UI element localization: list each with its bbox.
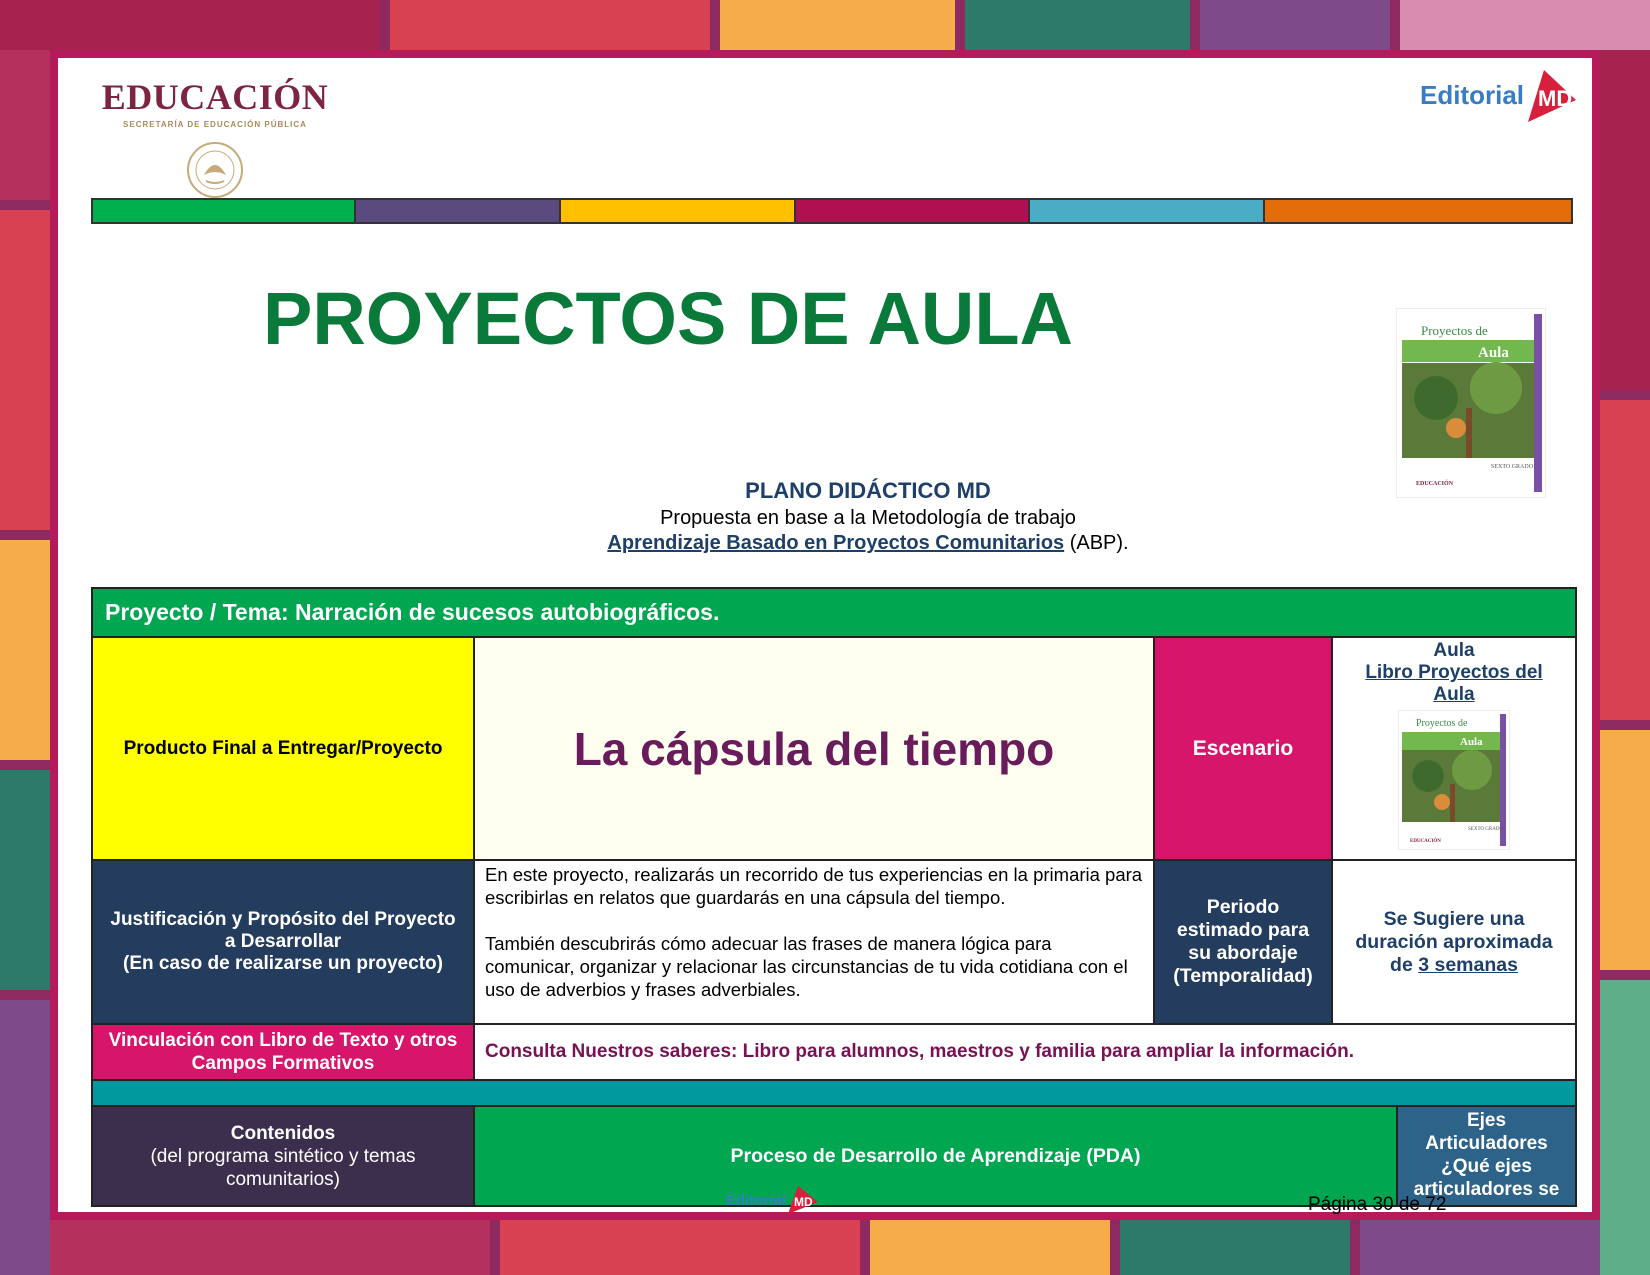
svg-text:Aula: Aula (1460, 736, 1483, 748)
scenario-cell (1332, 637, 1576, 860)
sep-logo (100, 76, 330, 199)
separator-row (92, 1080, 1576, 1106)
methodology-link[interactable]: Aprendizaje Basado en Proyectos Comunitarios (607, 532, 1065, 554)
scenario-value: Aula (1433, 640, 1475, 661)
svg-text:MD: MD (1538, 86, 1573, 111)
scenario-label: Escenario (1154, 637, 1332, 860)
period-label: Periodo estimado para su abordaje (Temporalidad) (1154, 860, 1332, 1024)
justification-label-main: Justificación y Propósito del Proyecto a Desarrollar (110, 909, 456, 952)
svg-text:SEXTO GRADO: SEXTO GRADO (1491, 464, 1534, 470)
table-row (92, 1106, 1576, 1206)
editorial-md-logo (1420, 66, 1580, 124)
color-strip-yellow (561, 200, 796, 222)
contents-header (92, 1106, 474, 1206)
sep-logo-word: EDUCACIÓN (101, 77, 329, 117)
book-cover-thumbnail (1398, 710, 1510, 850)
contents-label: Contenidos (230, 1122, 336, 1144)
table-row (92, 637, 1576, 860)
product-label: Producto Final a Entregar/Proyecto (92, 637, 474, 860)
table-row (92, 1024, 1576, 1080)
textbook-link-label: Vinculación con Libro de Texto y otros Campos Formativos (92, 1024, 474, 1080)
duration-value (1332, 860, 1576, 1024)
justification-label (92, 860, 474, 1024)
axes-header: Ejes Articuladores ¿Qué ejes articuladores se (1397, 1106, 1576, 1206)
color-strip-orange (1265, 200, 1571, 222)
plano-subtitle: Propuesta en base a la Metodología de trabajo (660, 507, 1076, 529)
page-content (58, 58, 1592, 1215)
justification-paragraph-1: En este proyecto, realizarás un recorrido de tus experiencias en la primaria para escribirlas en relatos que guardarás en una cápsula del tiempo. (485, 864, 1143, 908)
document-page (50, 50, 1600, 1220)
justification-paragraph-2: También descubrirás cómo adecuar las frases de manera lógica para comunicar, organizar y relacionar las circunstancias de tu vida cotidiana con el uso de adverbios y frases adverbiales. (485, 933, 1128, 1000)
plano-title: PLANO DIDÁCTICO MD (745, 478, 991, 503)
national-seal-icon (186, 141, 244, 199)
brand-word: Editorial (1419, 79, 1524, 110)
table-row (92, 588, 1576, 637)
md-brand-icon (786, 1184, 820, 1216)
scenario-book-link[interactable]: Libro Proyectos del Aula (1365, 662, 1543, 705)
md-brand-icon (1524, 66, 1580, 124)
textbook-link-text: Consulta Nuestros saberes: Libro para alumnos, maestros y familia para ampliar la información. (474, 1024, 1576, 1080)
justification-text (474, 860, 1154, 1024)
page-title: PROYECTOS DE AULA (263, 277, 1073, 360)
color-strip-green (93, 200, 356, 222)
product-value: La cápsula del tiempo (474, 637, 1154, 860)
footer-brand-word: Editorial (726, 1191, 787, 1209)
justification-label-note: (En caso de realizarse un proyecto) (123, 953, 443, 974)
color-strip-blue (1030, 200, 1265, 222)
svg-text:Proyectos de: Proyectos de (1421, 323, 1488, 338)
svg-text:EDUCACIÓN: EDUCACIÓN (1416, 481, 1454, 487)
project-topic: Proyecto / Tema: Narración de sucesos autobiográficos. (92, 588, 1576, 637)
color-strip (91, 198, 1573, 224)
svg-text:SEXTO GRADO: SEXTO GRADO (1468, 827, 1504, 832)
sep-logo-subtitle: SECRETARÍA DE EDUCACIÓN PÚBLICA (123, 120, 307, 129)
table-row (92, 860, 1576, 1024)
duration-prefix: Se Sugiere una duración aproximada de (1355, 907, 1553, 976)
svg-text:Proyectos de: Proyectos de (1416, 718, 1468, 729)
book-cover-image (1396, 308, 1546, 498)
page-number: Página 30 de 72 (1308, 1194, 1447, 1215)
plano-methodology (438, 532, 1298, 555)
duration-weeks: 3 semanas (1418, 953, 1518, 976)
methodology-suffix: (ABP). (1064, 532, 1129, 554)
table-row (92, 1080, 1576, 1106)
project-table (91, 587, 1577, 1207)
plano-heading (438, 478, 1298, 555)
svg-text:EDUCACIÓN: EDUCACIÓN (1410, 839, 1441, 844)
svg-text:MD: MD (794, 1195, 813, 1209)
color-strip-purple (356, 200, 561, 222)
color-strip-magenta (796, 200, 1030, 222)
footer-brand-logo (726, 1184, 820, 1216)
contents-sub: (del programa sintético y temas comunitarios) (150, 1145, 416, 1190)
svg-text:Aula: Aula (1478, 345, 1509, 361)
pda-header: Proceso de Desarrollo de Aprendizaje (PDA) (474, 1106, 1397, 1206)
